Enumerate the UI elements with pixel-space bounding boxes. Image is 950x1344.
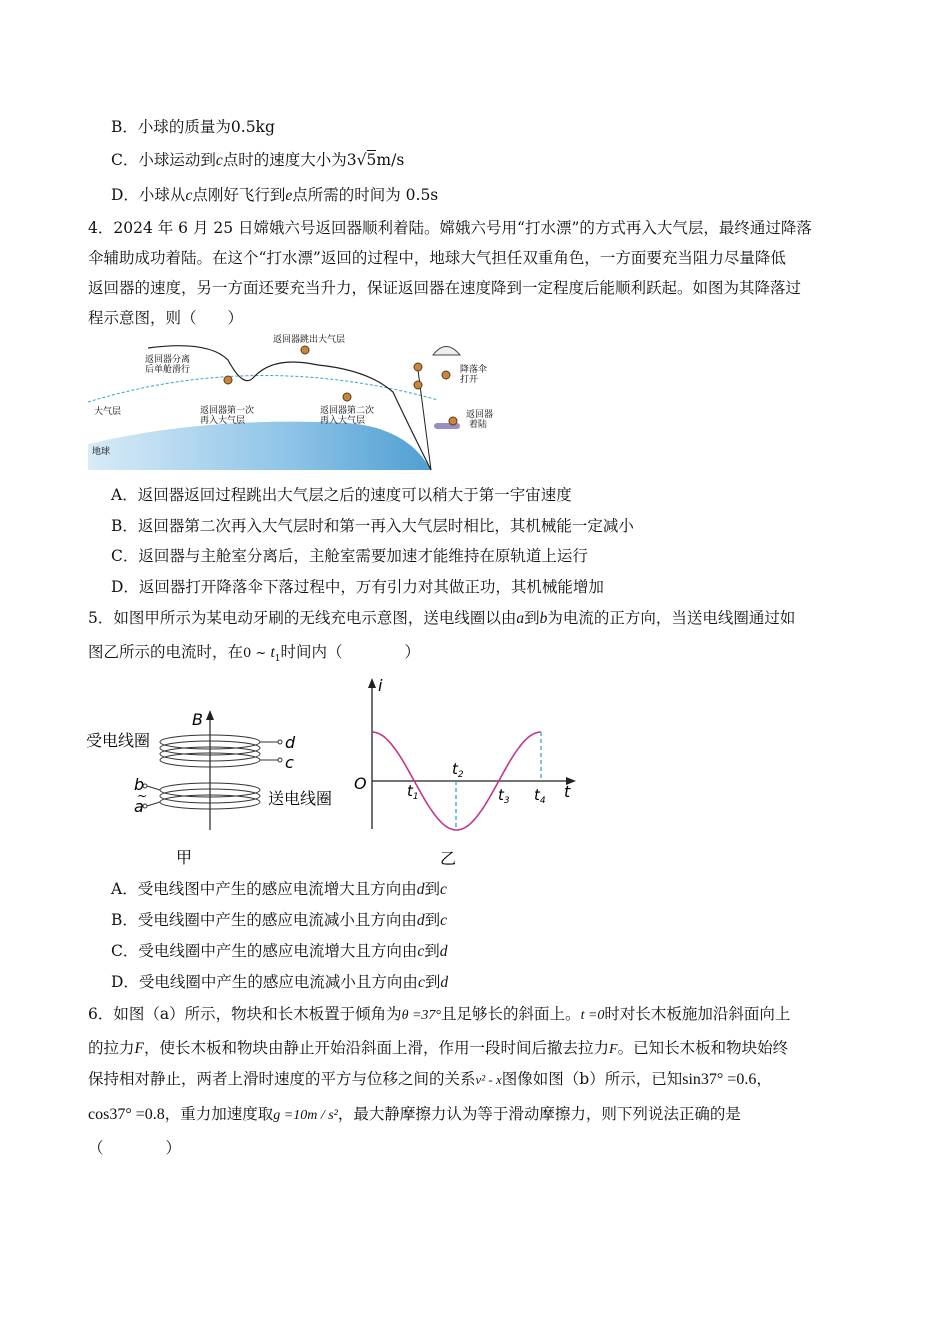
q6-stem-line-1 (88, 1004, 790, 1026)
label-t: t (564, 782, 571, 801)
var: d (416, 881, 425, 898)
label-origin: O (354, 774, 367, 793)
to: 到 (424, 942, 440, 960)
label-i: i (378, 676, 383, 695)
q5-coil-diagram (80, 708, 360, 873)
q4-option-b[interactable]: B．返回器第二次再入大气层时和第一再入大气层时相比，其机械能一定减小 (111, 517, 634, 535)
q4-stem-line-3: 返回器的速度，另一方面还要充当升力，保证返回器在速度降到一定程度后能顺利跃起。如图为其降落过 (88, 279, 802, 297)
var-c: c (215, 152, 223, 169)
label-parachute-1: 降落伞 (460, 365, 488, 375)
q6-l2-pre: 的拉力 (88, 1039, 135, 1057)
q3-option-d-prefix: D．小球从 (111, 186, 186, 204)
capsule-icon (224, 376, 232, 384)
label-separate-2: 后单舱滑行 (145, 365, 191, 375)
theta-expr: θ =37° (401, 1008, 442, 1023)
radicand: 5 (366, 151, 377, 169)
label-separate-1: 返回器分离 (145, 355, 191, 365)
arrow-icon (368, 678, 376, 688)
cos-expr: cos37° =0.8 (88, 1106, 165, 1123)
g-expr: g =10m / s² (273, 1108, 338, 1123)
capsule-icon (414, 381, 422, 389)
q4-reentry-diagram (88, 330, 528, 475)
q5-stem2-post: 时间内（ ） (280, 643, 421, 661)
label-a: a (134, 797, 144, 816)
capsule-icon (301, 346, 309, 354)
var-b: b (539, 610, 548, 627)
label-d: d (285, 733, 296, 752)
caption-jia: 甲 (176, 848, 193, 867)
q6-l3-mid: 图像如图（b）所示，已知 (501, 1070, 683, 1088)
label-entry1-1: 返回器第一次 (200, 406, 255, 416)
q3-option-b-text: B．小球的质量为 (111, 118, 231, 136)
sin-expr: sin37° =0.6 (682, 1071, 757, 1088)
lead-wire (147, 802, 160, 806)
var: c (439, 881, 447, 898)
q4-stem-line-1: 4．2024 年 6 月 25 日嫦娥六号返回器顺利着陆。嫦娥六号用“打水漂”的方式再入大气层，最终通过降落 (88, 219, 812, 237)
q5-option-c[interactable] (111, 941, 448, 962)
q5-option-c-text: C．受电线圈中产生的感应电流增大且方向由 (111, 942, 418, 960)
q6-l4-post: ，最大静摩擦力认为等于滑动摩擦力，则下列说法正确的是 (337, 1105, 741, 1123)
sqrt-sign: √ (356, 151, 367, 169)
capsule-icon (414, 363, 422, 371)
label-b: b (134, 775, 145, 794)
caption-yi: 乙 (440, 849, 457, 868)
q3-option-c-mid: 点时的速度大小为 (222, 151, 347, 169)
q3-option-b-value: 0.5kg (230, 118, 275, 136)
q6-l4-mid: ，重力加速度取 (164, 1105, 274, 1123)
q3-option-d[interactable] (111, 185, 438, 206)
var: c (417, 943, 425, 960)
label-tilde: ~ (137, 789, 148, 803)
to: 到 (424, 973, 441, 991)
q4-stem-line-2: 伞辅助成功着陆。在这个“打水漂”返回的过程中，地球大气担任双重角色，一方面要充当阻力尽量降低 (88, 249, 786, 267)
q5-stem2-pre: 图乙所示的电流时，在 (88, 643, 244, 661)
q5-stem-pre: 5．如图甲所示为某电动牙刷的无线充电示意图，送电线圈以由 (88, 609, 517, 627)
capsule-icon (442, 371, 450, 379)
q6-l3-post: ， (756, 1070, 772, 1088)
to: 到 (424, 880, 440, 898)
parachute-icon (433, 347, 460, 356)
var-e: e (285, 187, 293, 204)
q3-option-d-suffix: 点所需的时间为 0.5s (292, 186, 439, 204)
q5-option-b[interactable] (111, 910, 447, 931)
q5-stem-post: 为电流的正方向，当送电线圈通过如 (547, 609, 796, 627)
q6-stem-line-4 (88, 1104, 741, 1126)
q4-option-d[interactable]: D．返回器打开降落伞下落过程中，万有引力对其做正功，其机械能增加 (111, 578, 604, 596)
var-c: c (185, 187, 193, 204)
q6-l1-mid: 且足够长的斜面上。 (441, 1005, 581, 1023)
var-a: a (516, 610, 525, 627)
q4-option-a[interactable]: A．返回器返回过程跳出大气层之后的速度可以稍大于第一宇宙速度 (111, 486, 572, 504)
terminal-d (278, 740, 282, 744)
q5-option-a[interactable] (111, 879, 447, 900)
var: d (439, 943, 448, 960)
coef: 3 (346, 151, 357, 169)
time-range: 0 ~ (243, 646, 271, 661)
q5-option-a-text: A．受电线图中产生的感应电流增大且方向由 (111, 880, 417, 898)
q5-current-graph (345, 674, 585, 869)
q5-stem-line-2 (88, 642, 420, 669)
label-earth: 地球 (92, 447, 111, 457)
label-t2: $t_2$ (452, 760, 464, 780)
label-t1: $t_1$ (407, 782, 419, 802)
q6-stem-line-3 (88, 1069, 772, 1090)
q4-stem-line-4: 程示意图，则（ ） (88, 309, 244, 327)
atmosphere-boundary (88, 375, 438, 402)
label-entry2-2: 再入大气层 (320, 416, 366, 426)
q5-option-d[interactable] (111, 972, 448, 993)
q5-stem-mid: 到 (524, 609, 540, 627)
q6-l3-pre: 保持相对静止，两者上滑时速度的平方与位移之间的关系 (88, 1070, 476, 1088)
lead-wire (147, 786, 160, 790)
to: 到 (424, 911, 441, 929)
label-atmosphere: 大气层 (94, 407, 122, 417)
q6-stem-line-2 (88, 1038, 788, 1060)
q6-l2-post: 。已知长木板和物块始终 (617, 1039, 789, 1057)
q3-option-d-mid: 点刚好飞行到 (192, 186, 286, 204)
q6-stem-line-5: （ ） (88, 1139, 182, 1157)
label-receive-coil: 受电线圈 (86, 731, 151, 750)
label-t3: $t_3$ (498, 786, 510, 806)
q3-option-c[interactable] (111, 150, 404, 171)
var-F: F (609, 1042, 618, 1057)
q3-option-c-prefix: C．小球运动到 (111, 151, 216, 169)
q6-l2-mid: ，使长木板和物块由静止开始沿斜面上滑，作用一段时间后撤去拉力 (143, 1039, 609, 1057)
label-send-coil: 送电线圈 (268, 789, 333, 808)
var-F: F (134, 1040, 144, 1057)
capsule-icon (449, 417, 457, 425)
label-entry2-1: 返回器第二次 (320, 406, 375, 416)
var: c (440, 912, 448, 929)
label-skip: 返回器跳出大气层 (273, 335, 346, 345)
var-t: t (270, 644, 275, 661)
label-b-field: B (192, 710, 203, 729)
label-landing-2: 着陆 (469, 420, 488, 430)
arrow-icon (206, 710, 214, 720)
label-parachute-2: 打开 (460, 375, 479, 385)
v2-x-expr: v² - x (475, 1072, 502, 1087)
var: d (416, 912, 425, 929)
var: d (440, 974, 449, 991)
q3-option-b[interactable] (111, 117, 275, 137)
capsule-icon (343, 393, 351, 401)
q4-option-c[interactable]: C．返回器与主舱室分离后，主舱室需要加速才能维持在原轨道上运行 (111, 547, 588, 565)
label-c: c (285, 753, 294, 772)
q6-l1-pre: 6．如图（a）所示，物块和长木板置于倾角为 (88, 1005, 402, 1023)
subscript: 1 (274, 654, 281, 665)
var: c (417, 974, 425, 991)
q5-option-d-text: D．受电线圈中产生的感应电流减小且方向由 (111, 973, 418, 991)
q5-option-b-text: B．受电线圈中产生的感应电流减小且方向由 (111, 911, 417, 929)
q5-stem-line-1 (88, 608, 795, 629)
earth-shape (88, 422, 431, 470)
label-t4: $t_4$ (534, 786, 546, 806)
label-landing-1: 返回器 (466, 410, 494, 420)
q6-l1-post: 时对长木板施加沿斜面向上 (604, 1005, 791, 1023)
t0-expr: t =0 (580, 1008, 605, 1023)
terminal-c (278, 758, 282, 762)
label-entry1-2: 再入大气层 (200, 416, 246, 426)
unit: m/s (376, 151, 405, 169)
